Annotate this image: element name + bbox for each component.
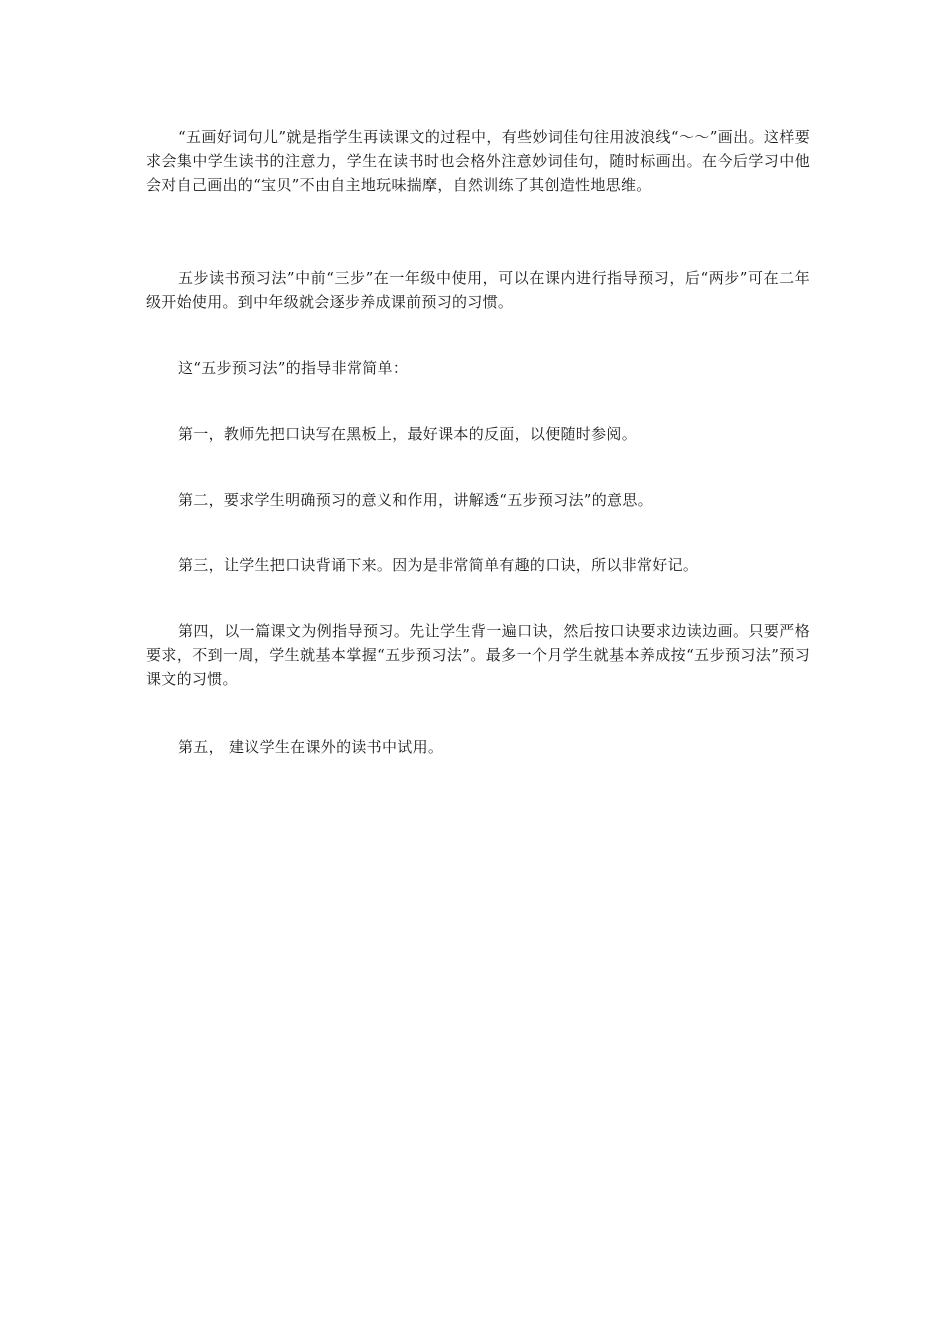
paragraph-five-step-method-usage: 五步读书预习法”中前“三步”在一年级中使用，可以在课内进行指导预习，后“两步”可在二年级开始使用。到中年级就会逐步养成课前预习的习惯。 xyxy=(146,269,810,311)
paragraph-step-one: 第一，教师先把口诀写在黑板上，最好课本的反面，以便随时参阅。 xyxy=(178,425,638,443)
paragraph-step-three: 第三，让学生把口诀背诵下来。因为是非常简单有趣的口诀，所以非常好记。 xyxy=(178,556,699,574)
paragraph-guidance-intro: 这“五步预习法”的指导非常简单： xyxy=(178,359,409,377)
paragraph-step-five: 第五， 建议学生在课外的读书中试用。 xyxy=(178,738,444,756)
paragraph-step-four: 第四，以一篇课文为例指导预习。先让学生背一遍口诀，然后按口诀要求边读边画。只要严格要求，不到一周，学生就基本掌握“五步预习法”。最多一个月学生就基本养成按“五步预习法”预习课文的习惯。 xyxy=(146,622,810,688)
paragraph-step-two: 第二，要求学生明确预习的意义和作用，讲解透“五步预习法”的意思。 xyxy=(178,491,653,509)
paragraph-five-draw-good-words: “五画好词句儿”就是指学生再读课文的过程中，有些妙词佳句往用波浪线“～～”画出。这样要求会集中学生读书的注意力，学生在读书时也会格外注意妙词佳句，随时标画出。在今后学习中他会对自己画出的“宝贝”不由自主地玩味揣摩，自然训练了其创造性地思维。 xyxy=(146,128,810,194)
